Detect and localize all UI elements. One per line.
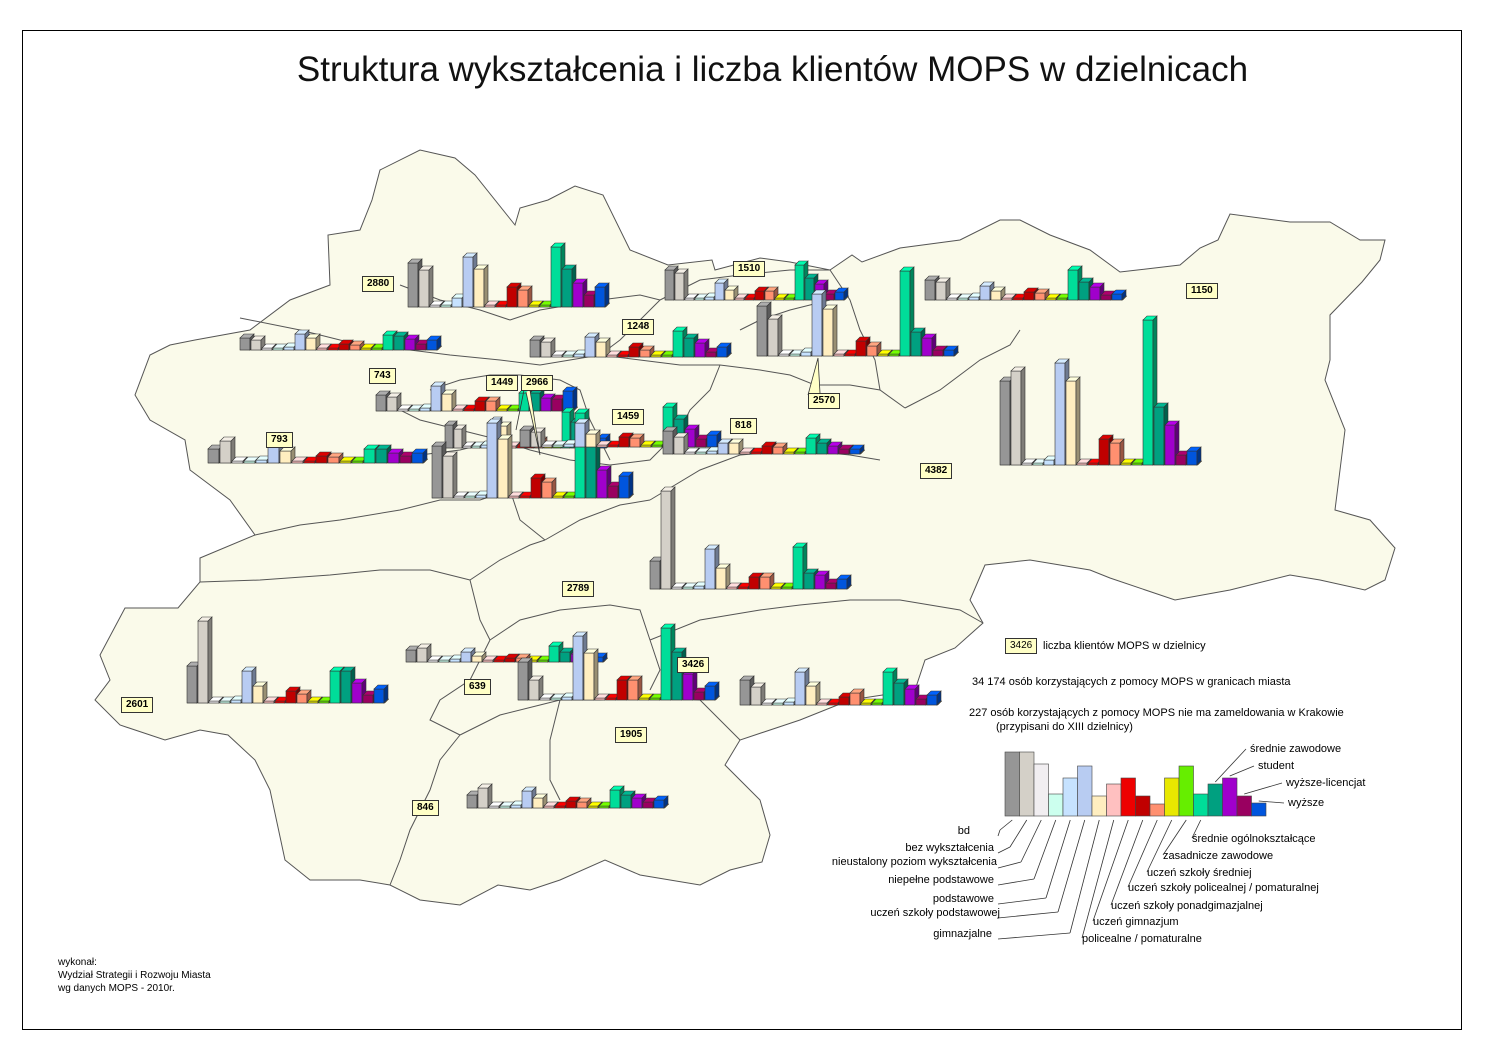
legend-category-label: uczeń szkoły średniej: [1147, 867, 1252, 879]
legend-category-label: bd: [957, 825, 970, 837]
district-count-label: 2966: [521, 375, 553, 391]
legend-bar: [1005, 752, 1020, 816]
district-count-label: 1459: [612, 409, 644, 425]
legend-bar: [1252, 803, 1267, 816]
legend-bar: [1121, 778, 1136, 816]
legend-bar: [1237, 796, 1252, 816]
legend-category-label: bez wykształcenia: [905, 842, 994, 854]
legend-bar: [1107, 784, 1122, 816]
district-count-label: 2880: [362, 276, 394, 292]
district-bar: [654, 796, 668, 808]
district-bar: [419, 266, 433, 307]
district-count-label: 1449: [486, 375, 518, 391]
district-bar: [1112, 290, 1126, 300]
legend-bar: [1136, 796, 1151, 816]
district-bar: [1110, 439, 1124, 465]
legend-category-label: wyższe: [1288, 797, 1325, 809]
district-count-label: 818: [730, 418, 757, 434]
district-count-label: 3426: [677, 657, 709, 673]
district-bar: [443, 452, 457, 498]
credits: [58, 956, 211, 995]
district-bar: [716, 564, 730, 589]
district-bar: [823, 305, 837, 356]
legend-category-label: niepełne podstawowe: [888, 874, 994, 886]
district-bar: [1011, 367, 1025, 465]
legend-leader: [998, 862, 1021, 868]
legend-category-label: uczeń szkoły podstawowej: [870, 907, 1000, 919]
legend-bar: [1165, 778, 1180, 816]
legend-chart: [1005, 752, 1266, 816]
district-bar: [835, 288, 848, 300]
legend-category-label: uczeń szkoły policealnej / pomaturalnej: [1128, 882, 1319, 894]
legend-leader: [998, 912, 1058, 918]
district-bar: [595, 283, 609, 307]
legend-bar: [1078, 766, 1093, 816]
legend-bar: [1049, 794, 1064, 816]
legend-category-label: wyższe-licencjat: [1286, 777, 1366, 789]
district-bar: [478, 784, 492, 808]
district-count-label: 4382: [920, 463, 952, 479]
legend-leader: [1147, 820, 1172, 872]
legend-leader: [1021, 820, 1041, 862]
legend-leader: [998, 879, 1034, 885]
legend-bar: [1092, 796, 1107, 816]
credits-line: wg danych MOPS - 2010r.: [58, 983, 175, 994]
district-bar: [661, 487, 675, 589]
district-count-label: 2789: [562, 581, 594, 597]
district-count-label: 1510: [733, 261, 765, 277]
legend-bar: [1063, 778, 1078, 816]
legend-leader: [998, 898, 1046, 904]
legend-sample-count: 3426: [1005, 638, 1037, 654]
district-count-label: 2601: [121, 697, 153, 713]
legend-category-label: uczeń szkoły ponadgimazjalnej: [1111, 900, 1263, 912]
district-bar: [837, 575, 851, 589]
district-bar: [412, 449, 427, 463]
district-count-label: 743: [369, 368, 396, 384]
legend-count-label: liczba klientów MOPS w dzielnicy: [1043, 640, 1206, 652]
district-bar: [198, 617, 212, 703]
district-count-label: 2570: [808, 393, 840, 409]
legend-leader: [1000, 820, 1012, 830]
district-bar: [498, 435, 512, 498]
legend-leader: [1244, 783, 1282, 794]
legend-category-label: podstawowe: [932, 893, 994, 905]
district-count-label: 1905: [615, 727, 647, 743]
legend-category-label: zasadnicze zawodowe: [1163, 850, 1274, 862]
legend-leader: [998, 847, 1010, 853]
legend-leader: [998, 933, 1070, 939]
legend-bar: [1208, 784, 1223, 816]
legend-category-label: nieustalony poziom wykształcenia: [831, 856, 997, 868]
legend-leader: [1230, 766, 1254, 776]
legend-total-label: 34 174 osób korzystających z pomocy MOPS w granicach miasta: [972, 676, 1291, 688]
district-bar: [529, 676, 543, 700]
legend-category-label: policealne / pomaturalne: [1082, 933, 1202, 945]
legend-bar: [1020, 752, 1035, 816]
legend-bar: [1034, 764, 1049, 816]
district-bar: [717, 343, 731, 357]
district-bar: [584, 649, 598, 700]
district-count-label: 846: [412, 800, 439, 816]
district-bar: [427, 336, 441, 350]
district-count-label: 1150: [1186, 283, 1218, 299]
district-bar: [563, 387, 577, 411]
legend-category-label: średnie zawodowe: [1250, 743, 1342, 755]
credits-line: wykonał:: [58, 957, 97, 968]
legend-leader: [998, 830, 1000, 836]
district-bar: [806, 682, 820, 705]
legend-bar: [1150, 804, 1165, 816]
district-bar: [220, 437, 235, 463]
district-bar: [374, 685, 388, 703]
legend-leader: [1046, 820, 1070, 898]
legend-unregistered-label: 227 osób korzystających z pomocy MOPS nie ma zameldowania w Krakowie: [969, 707, 1344, 719]
legend-bar: [1194, 794, 1209, 816]
district-bar: [1187, 447, 1201, 465]
district-count-label: 1248: [622, 319, 654, 335]
district-bar: [628, 676, 642, 700]
map-title: Struktura wykształcenia i liczba klientów MOPS w dzielnicach: [296, 50, 1249, 89]
district-bar: [474, 265, 488, 307]
legend-leader: [1010, 820, 1027, 847]
district-bar: [927, 691, 941, 705]
legend-unregistered-note: (przypisani do XIII dzielnicy): [996, 721, 1133, 733]
legend-bar: [1223, 778, 1238, 816]
district-bar: [768, 315, 782, 356]
credits-line: Wydział Strategii i Rozwoju Miasta: [58, 970, 211, 981]
district-bar: [675, 269, 688, 300]
legend-leader: [1215, 749, 1246, 782]
district-count-label: 793: [266, 432, 293, 448]
district-bar: [619, 472, 633, 498]
legend-category-label: student: [1258, 760, 1295, 772]
district-bar: [944, 346, 958, 356]
district-bar: [1066, 377, 1080, 465]
legend-category-label: gimnazjalne: [933, 928, 992, 940]
legend-category-label: średnie ogólnokształcące: [1192, 833, 1316, 845]
legend-category-label: uczeń gimnazjum: [1093, 916, 1179, 928]
district-bar: [705, 682, 719, 700]
legend-bar: [1179, 766, 1194, 816]
district-count-label: 639: [464, 679, 491, 695]
legend-leader: [1058, 820, 1085, 912]
